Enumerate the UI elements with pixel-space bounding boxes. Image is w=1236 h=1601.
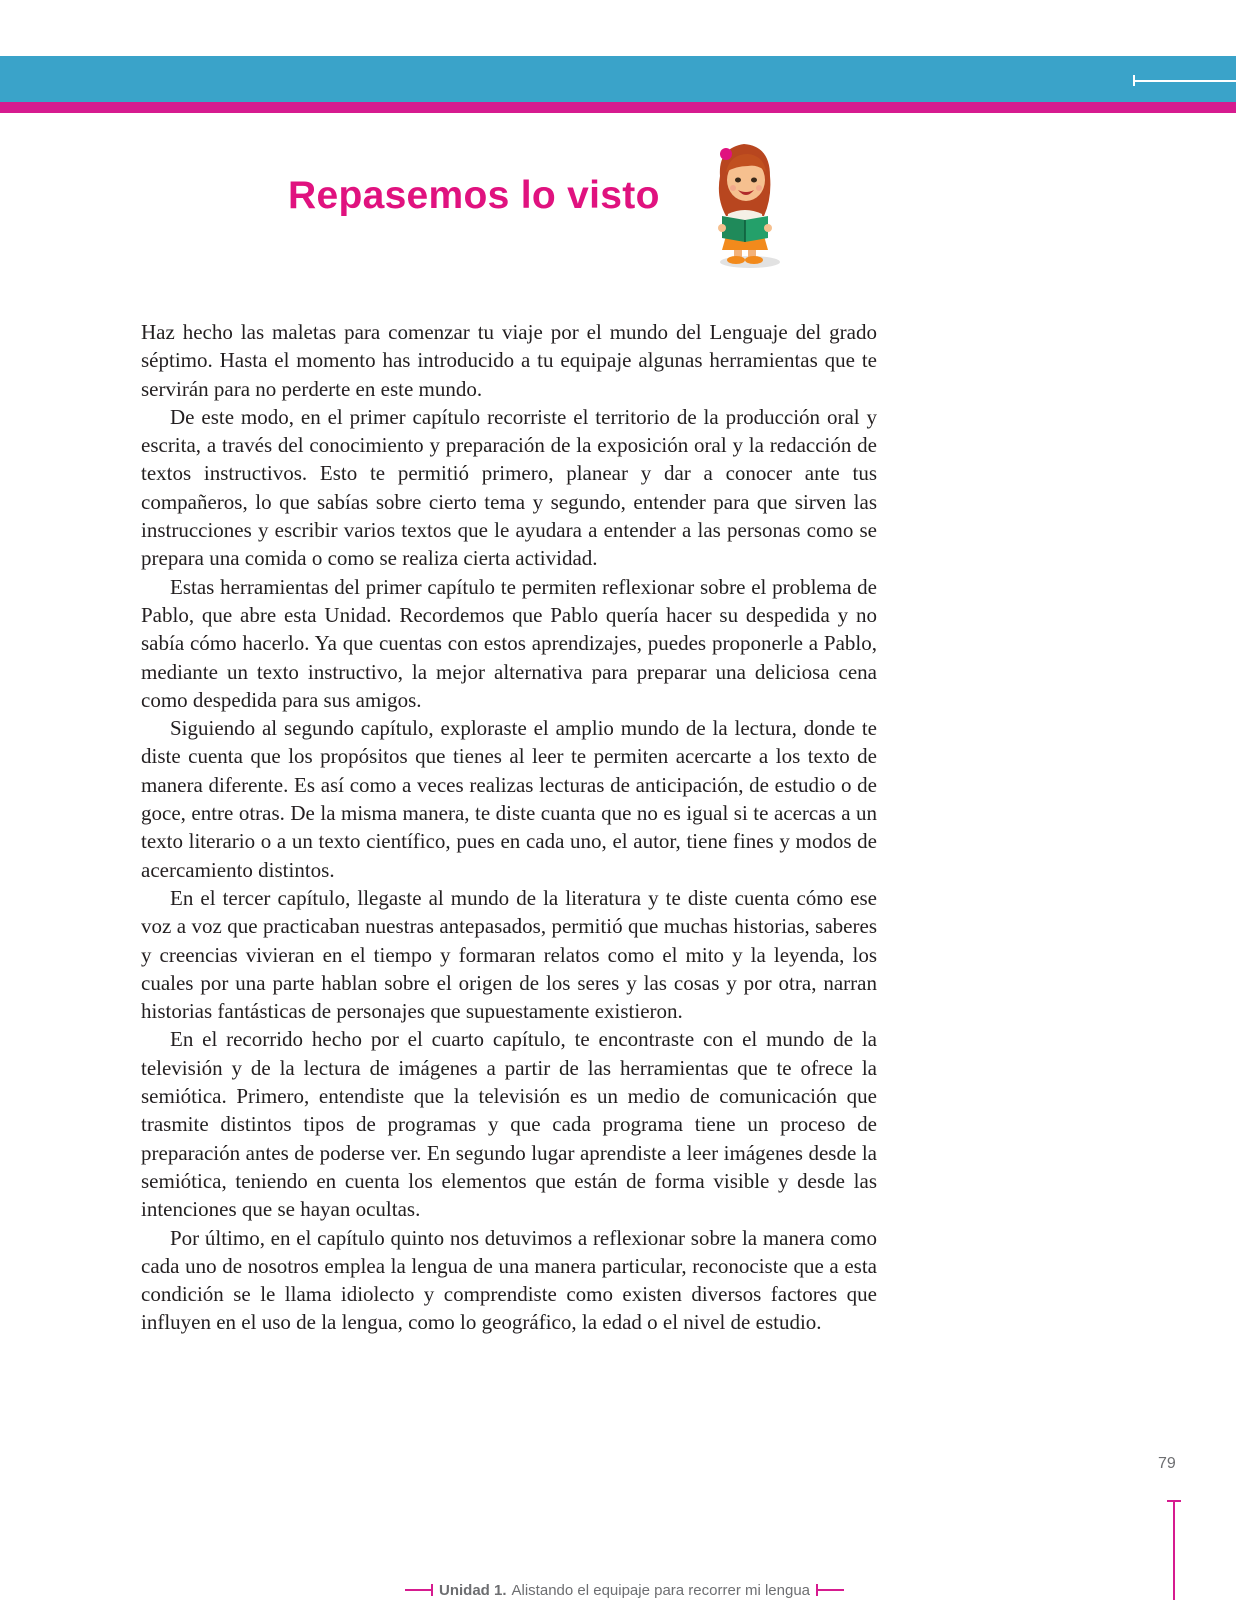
side-rule-tick	[1167, 1500, 1181, 1502]
footer-rule-left	[405, 1589, 433, 1591]
paragraph: De este modo, en el primer capítulo recorriste el territorio de la producción oral y escrita, a través del conocimiento y preparación de la exposición oral y la redacción de textos instructivos. Esto te permitió primero, planear y dar a conocer ante tus compañeros, lo que sabías sobre cierto tema y segundo, entender para que sirven las instrucciones y escribir varios textos que le ayudara a entender a las personas como se prepara una comida o como se realiza cierta actividad.	[141, 404, 877, 571]
header-corner-tick	[1133, 75, 1135, 86]
header-band-magenta	[0, 102, 1236, 113]
footer-subtitle: Alistando el equipaje para recorrer mi lengua	[511, 1581, 811, 1599]
footer	[405, 1579, 844, 1601]
header-corner-rule	[1133, 80, 1236, 82]
paragraph: Por último, en el capítulo quinto nos detuvimos a reflexionar sobre la manera como cada uno de nosotros emplea la lengua de una manera particular, reconociste que a esta condición se le llama idiolecto y comprendiste como existen diversos factores que influyen en el uso de la lengua, como lo geográfico, la edad o el nivel de estudio.	[141, 1225, 877, 1335]
body-text	[141, 318, 877, 1337]
paragraph: Estas herramientas del primer capítulo te permiten reflexionar sobre el problema de Pablo, que abre esta Unidad. Recordemos que Pablo quería hacer su despedida y no sabía cómo hacerlo. Ya que cuentas con estos aprendizajes, puedes proponerle a Pablo, mediante un texto instructivo, la mejor alternativa para preparar una deliciosa cena como despedida para sus amigos.	[141, 574, 877, 712]
footer-rule-right	[816, 1589, 844, 1591]
paragraph: Siguiendo al segundo capítulo, exploraste el amplio mundo de la lectura, donde te diste cuenta que los propósitos que tienes al leer te permiten acercarte a los texto de manera diferente. Es así como a veces realizas lecturas de anticipación, de estudio o de goce, entre otras. De la misma manera, te diste cuanta que no es igual si te acercas a un texto literario o a un texto científico, pues en cada uno, el autor, tiene fines y modos de acercamiento distintos.	[141, 716, 877, 882]
side-rule	[1173, 1500, 1175, 1600]
header-band-blue	[0, 56, 1236, 102]
page-number: 79	[1158, 1455, 1176, 1472]
girl-reading-book-icon	[700, 136, 790, 271]
paragraph: En el recorrido hecho por el cuarto capítulo, te encontraste con el mundo de la televisión y de la lectura de imágenes a partir de las herramientas que te ofrece la semiótica. Primero, entendiste que la televisión es un medio de comunicación que trasmite distintos tipos de programas y que cada programa tiene un proceso de preparación antes de poderse ver. En segundo lugar aprendiste a leer imágenes desde la semiótica, teniendo en cuenta los elementos que están de forma visible y desde las intenciones que se hayan ocultas.	[141, 1027, 877, 1222]
paragraph: Haz hecho las maletas para comenzar tu viaje por el mundo del Lenguaje del grado séptimo. Hasta el momento has introducido a tu equipaje algunas herramientas que te servirán para no perderte en este mundo.	[141, 320, 877, 401]
footer-unit: Unidad 1.	[439, 1581, 507, 1599]
paragraph: En el tercer capítulo, llegaste al mundo de la literatura y te diste cuenta cómo ese voz a voz que practicaban nuestras antepasados, permitió que muchas historias, saberes y creencias vivieran en el tiempo y formaran relatos como el mito y la leyenda, los cuales por una parte hablan sobre el origen de los seres y las cosas y por otra, narran historias fantásticas de personajes que supuestamente existieron.	[141, 885, 877, 1024]
page-title: Repasemos lo visto	[288, 174, 660, 217]
